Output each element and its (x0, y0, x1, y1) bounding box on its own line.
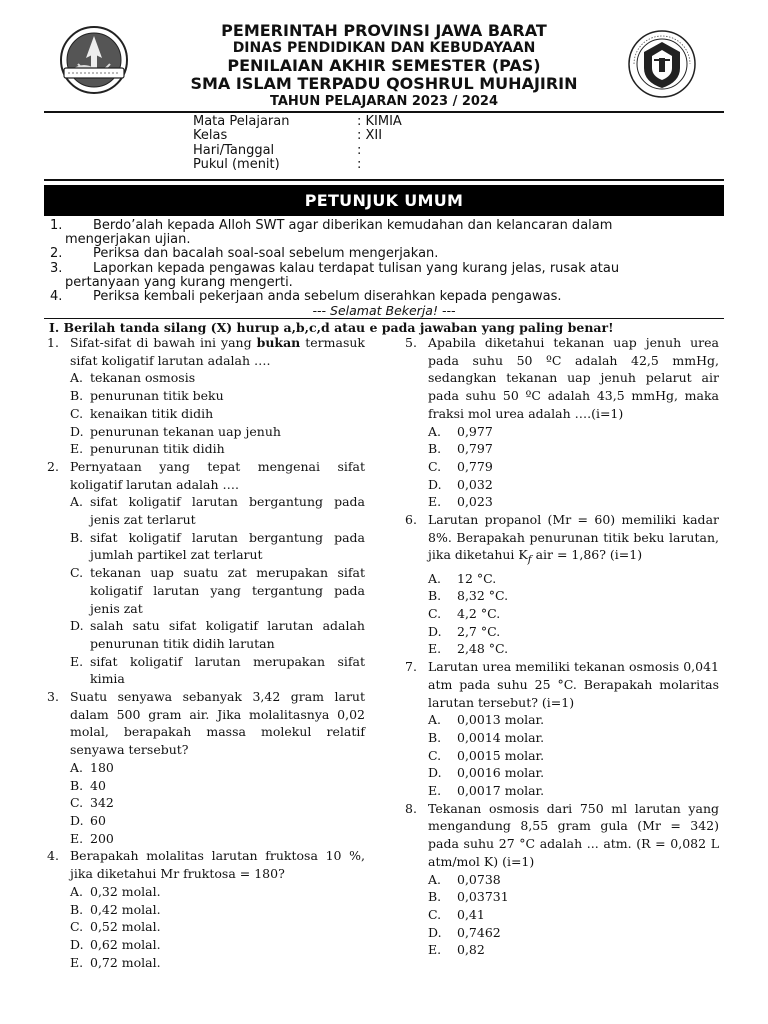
option-text: 60 (90, 812, 106, 828)
answer-option (428, 711, 719, 729)
question-number: 2. (47, 458, 59, 474)
question (47, 458, 365, 688)
question-stem (405, 800, 719, 871)
option-letter: E. (428, 783, 442, 799)
answer-option (70, 529, 365, 564)
question-text: Berapakah molalitas larutan fruktosa 10 %, jika diketahui Mr fruktosa = 180? (70, 848, 365, 882)
question (405, 800, 719, 959)
option-letter: C. (428, 458, 442, 474)
list-item (50, 219, 720, 247)
option-letter: C. (70, 565, 84, 581)
question-stem (405, 334, 719, 423)
option-text: 2,7 °C. (457, 623, 501, 639)
academic-year: TAHUN PELAJARAN 2023 / 2024 (269, 94, 499, 109)
answer-option (70, 493, 365, 528)
option-letter: D. (70, 618, 84, 634)
info-label: Mata Pelajaran (193, 114, 290, 129)
option-letter: D. (70, 812, 84, 828)
answer-option (428, 782, 719, 800)
option-text: tekanan uap suatu zat merupakan sifat koligatif larutan yang tergantung pada jenis zat (90, 565, 365, 616)
option-text: 342 (90, 795, 114, 811)
item-continuation: mengerjakan ujian. (65, 232, 191, 248)
option-text: sifat koligatif larutan merupakan sifat kimia (90, 653, 365, 687)
item-text: Periksa dan bacalah soal-soal sebelum mengerjakan. (93, 246, 439, 262)
question-stem (47, 334, 365, 369)
option-text: 0,797 (457, 441, 493, 457)
question (47, 688, 365, 847)
option-text: 0,0014 molar. (457, 729, 545, 745)
item-text: Berdo’alah kepada Alloh SWT agar diberikan kemudahan dan kelancaran dalam (93, 218, 613, 233)
question-number: 7. (405, 659, 417, 675)
option-letter: E. (70, 441, 84, 457)
question-text: Suatu senyawa sebanyak 3,42 gram larut dalam 500 gram air. Jika molalitasnya 0,02 molal, berapakah massa molekul relatif senyawa tersebut? (70, 689, 365, 758)
option-letter: A. (428, 712, 442, 728)
info-row (193, 115, 402, 129)
question-stem (405, 511, 719, 570)
option-text: 0,0016 molar. (457, 765, 545, 781)
question-text: Larutan urea memiliki tekanan osmosis 0,041 atm pada suhu 25 °C. Berapakah molaritas larutan tersebut? (i=1) (428, 659, 719, 710)
answer-option (428, 906, 719, 924)
constant-symbol (527, 547, 532, 566)
answer-option (428, 623, 719, 641)
section-instruction: I. Berilah tanda silang (X) hurup a,b,c,d atau e pada jawaban yang paling benar! (49, 320, 614, 335)
option-text: 0,023 (457, 494, 493, 510)
answer-option (70, 777, 365, 795)
option-letter: E. (428, 942, 442, 958)
question (47, 334, 365, 458)
info-divider (44, 179, 724, 181)
option-letter: B. (70, 901, 84, 917)
option-text: 0,0017 molar. (457, 783, 545, 799)
option-text: salah satu sifat koligatif larutan adalah penurunan titik didih larutan (90, 618, 365, 651)
option-text: 0,62 molal. (90, 936, 161, 952)
answer-option (428, 570, 719, 588)
question-number: 6. (405, 512, 417, 528)
option-letter: D. (70, 423, 84, 439)
question-number: 4. (47, 848, 59, 864)
item-number: 3. (50, 260, 63, 276)
option-letter: B. (70, 529, 84, 545)
option-text: 0,03731 (457, 889, 509, 905)
list-item (50, 247, 720, 261)
option-text: sifat koligatif larutan bergantung pada jenis zat terlarut (90, 494, 365, 528)
option-text: 0,0738 (457, 871, 501, 887)
option-letter: A. (428, 570, 442, 586)
option-letter: E. (70, 954, 84, 970)
answer-option (70, 918, 365, 936)
question-stem (47, 847, 365, 882)
option-letter: B. (428, 588, 442, 604)
agency-name: DINAS PENDIDIKAN DAN KEBUDAYAAN (232, 40, 536, 56)
option-text: 2,48 °C. (457, 641, 509, 657)
option-text: 180 (90, 759, 114, 775)
option-letter: A. (428, 423, 442, 439)
question (405, 658, 719, 800)
answer-option (428, 476, 719, 494)
option-letter: E. (70, 653, 84, 669)
option-letter: C. (70, 405, 84, 421)
question-stem (47, 458, 365, 493)
question-number: 5. (405, 335, 417, 350)
option-letter: C. (70, 919, 84, 935)
instructions-banner: PETUNJUK UMUM (44, 185, 724, 216)
answer-option (428, 871, 719, 889)
answer-option (428, 941, 719, 959)
answer-option (428, 605, 719, 623)
item-continuation: pertanyaan yang kurang mengerti. (65, 274, 293, 290)
item-text: Laporkan kepada pengawas kalau terdapat tulisan yang kurang jelas, rusak atau (93, 260, 620, 276)
option-text: 0,52 molal. (90, 919, 161, 935)
option-text: 12 °C. (457, 570, 497, 586)
option-text: penurunan titik beku (90, 388, 224, 404)
answer-option (70, 405, 365, 423)
option-letter: D. (428, 623, 442, 639)
government-name: PEMERINTAH PROVINSI JAWA BARAT (221, 21, 547, 40)
item-number: 4. (50, 289, 63, 305)
option-text: 200 (90, 830, 114, 846)
exam-info (193, 115, 402, 172)
question-text: Pernyataan yang tepat mengenai sifat koligatif larutan adalah …. (70, 458, 365, 492)
option-text: 8,32 °C. (457, 588, 509, 604)
answer-option (70, 954, 365, 972)
info-label: Kelas (193, 128, 228, 144)
option-text: 0,0013 molar. (457, 712, 545, 728)
question-text: Tekanan osmosis dari 750 ml larutan yang mengandung 8,55 gram gula (Mr = 342) pada suhu 27 °C adalah ... atm. (R = 0,082 L atm/mol K) (i=1) (428, 800, 719, 869)
option-letter: B. (428, 729, 442, 745)
info-value: : (357, 142, 362, 158)
answer-option (428, 423, 719, 441)
question-stem (405, 658, 719, 711)
info-row (193, 129, 402, 143)
option-text: tekanan osmosis (90, 370, 196, 386)
option-letter: B. (70, 388, 84, 404)
option-letter: C. (70, 795, 84, 811)
info-row (193, 158, 402, 172)
option-letter: E. (428, 641, 442, 657)
option-letter: B. (70, 777, 84, 793)
question-text: Larutan propanol (Mr = 60) memiliki kadar 8%. Berapakah penurunan titik beku larutan, jika diketahui $K_f$ air = 1,86? (i=1) (428, 512, 719, 566)
option-letter: D. (428, 765, 442, 781)
option-letter: C. (428, 747, 442, 763)
item-number: 2. (50, 246, 63, 262)
answer-option (70, 812, 365, 830)
answer-option (428, 458, 719, 476)
info-value: : KIMIA (357, 114, 402, 129)
answer-option (70, 936, 365, 954)
answer-option (70, 901, 365, 919)
option-text: 0,032 (457, 476, 493, 492)
info-row (193, 144, 402, 158)
header-divider (44, 111, 724, 113)
exam-title: PENILAIAN AKHIR SEMESTER (PAS) (227, 56, 541, 75)
answer-option (428, 888, 719, 906)
answer-option (70, 794, 365, 812)
option-letter: B. (428, 441, 442, 457)
school-name: SMA ISLAM TERPADU QOSHRUL MUHAJIRIN (190, 74, 578, 93)
question-number: 3. (47, 689, 59, 705)
option-letter: A. (428, 871, 442, 887)
questions-column-right (405, 334, 719, 959)
option-letter: A. (70, 883, 84, 899)
info-value: : (357, 156, 362, 172)
option-text: 0,41 (457, 907, 485, 922)
section-divider (44, 318, 724, 319)
question-text: Apabila diketahui tekanan uap jenuh urea pada suhu 50 ºC adalah 42,5 mmHg, sedangkan tekanan uap jenuh pelarut air pada suhu 50 ºC adalah 43,5 mmHg, maka fraksi mol urea adalah ….(i=1) (428, 335, 719, 421)
option-text: 0,82 (457, 942, 485, 958)
info-label: Hari/Tanggal (193, 142, 275, 158)
answer-option (70, 423, 365, 441)
answer-option (428, 747, 719, 765)
question-number: 8. (405, 800, 417, 816)
answer-option (70, 759, 365, 777)
item-text: Periksa kembali pekerjaan anda sebelum diserahkan kepada pengawas. (93, 289, 562, 305)
info-label: Pukul (menit) (193, 156, 280, 172)
question (405, 511, 719, 658)
option-text: penurunan titik didih (90, 441, 225, 457)
option-letter: D. (70, 936, 84, 952)
answer-option (428, 764, 719, 782)
emphasis-text: bukan (256, 335, 301, 350)
answer-option (70, 653, 365, 688)
question (405, 334, 719, 511)
answer-option (70, 564, 365, 617)
question (47, 847, 365, 971)
info-value: : XII (357, 128, 383, 144)
closing-message: --- Selamat Bekerja! --- (312, 303, 456, 318)
answer-option (428, 440, 719, 458)
option-letter: A. (70, 370, 84, 386)
answer-option (428, 640, 719, 658)
answer-option (70, 830, 365, 848)
option-text: penurunan tekanan uap jenuh (90, 423, 281, 439)
option-text: 0,0015 molar. (457, 747, 545, 763)
questions-column-left (47, 334, 365, 971)
item-number: 1. (50, 218, 63, 233)
option-text: 0,42 molal. (90, 901, 161, 917)
option-letter: A. (70, 494, 84, 510)
option-letter: D. (428, 476, 442, 492)
option-text: 0,32 molal. (90, 883, 161, 899)
option-text: 40 (90, 777, 106, 793)
option-text: 0,7462 (457, 924, 501, 940)
option-text: 0,977 (457, 423, 493, 439)
option-letter: C. (428, 606, 442, 622)
list-item (50, 262, 720, 290)
question-stem (47, 688, 365, 759)
option-letter: E. (70, 830, 84, 846)
option-text: kenaikan titik didih (90, 405, 214, 421)
option-text: 4,2 °C. (457, 606, 501, 622)
answer-option (428, 729, 719, 747)
option-letter: E. (428, 494, 442, 510)
letterhead (0, 22, 768, 110)
question-text: Sifat-sifat di bawah ini yang bukan termasuk sifat koligatif larutan adalah …. (70, 335, 365, 368)
option-text: sifat koligatif larutan bergantung pada jumlah partikel zat terlarut (90, 529, 365, 563)
option-letter: D. (428, 924, 442, 940)
option-text: 0,779 (457, 458, 493, 474)
answer-option (70, 369, 365, 387)
answer-option (428, 587, 719, 605)
option-letter: A. (70, 759, 84, 775)
question-number: 1. (47, 335, 59, 350)
option-text: 0,72 molal. (90, 954, 161, 970)
option-letter: C. (428, 907, 442, 922)
answer-option (428, 493, 719, 511)
instructions-list (50, 219, 720, 304)
answer-option (70, 387, 365, 405)
subscript: f (527, 553, 532, 566)
answer-option (70, 440, 365, 458)
answer-option (428, 924, 719, 942)
option-letter: B. (428, 889, 442, 905)
answer-option (70, 617, 365, 652)
answer-option (70, 883, 365, 901)
